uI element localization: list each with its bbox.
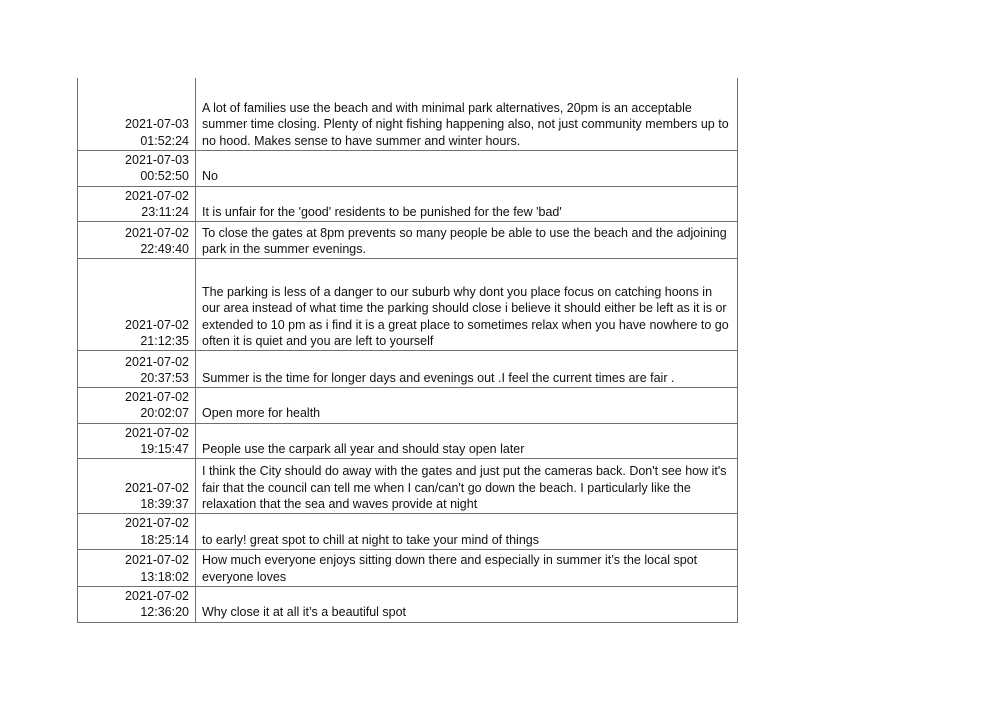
response-date: 2021-07-02	[125, 390, 189, 405]
response-time: 13:18:02	[140, 569, 189, 584]
comment-cell: The parking is less of a danger to our suburb why dont you place focus on catching hoons in our area instead of what time the parking should close i believe it should either be left as it is or extended to 10 pm as i find it is a great place to sometimes relax when you have nowhere to go often it is quiet and you are left to yourself	[196, 259, 738, 351]
response-date: 2021-07-02	[125, 425, 189, 440]
table-row	[78, 549, 738, 586]
table-row	[78, 259, 738, 351]
responses-table	[77, 78, 738, 623]
comment-cell: Open more for health	[196, 388, 738, 424]
comment-cell: It is unfair for the 'good' residents to be punished for the few 'bad'	[196, 186, 738, 222]
timestamp-cell	[78, 351, 196, 388]
table-row	[78, 586, 738, 622]
response-date: 2021-07-02	[125, 188, 189, 203]
response-time: 00:52:50	[140, 169, 189, 184]
response-time: 20:37:53	[140, 370, 189, 385]
timestamp-cell	[78, 586, 196, 622]
timestamp-cell	[78, 186, 196, 222]
response-time: 21:12:35	[140, 333, 189, 348]
timestamp-cell	[78, 78, 196, 151]
response-time: 18:39:37	[140, 497, 189, 512]
response-date: 2021-07-02	[125, 480, 189, 495]
comment-cell: to early! great spot to chill at night to take your mind of things	[196, 514, 738, 550]
timestamp-cell	[78, 549, 196, 586]
comment-cell: Summer is the time for longer days and evenings out .I feel the current times are fair .	[196, 351, 738, 388]
response-date: 2021-07-02	[125, 354, 189, 369]
response-date: 2021-07-02	[125, 317, 189, 332]
response-time: 22:49:40	[140, 241, 189, 256]
table-row	[78, 423, 738, 459]
timestamp-cell	[78, 151, 196, 187]
table-row	[78, 459, 738, 514]
table-row	[78, 151, 738, 187]
response-date: 2021-07-03	[125, 117, 189, 132]
comment-cell: How much everyone enjoys sitting down there and especially in summer it’s the local spot everyone loves	[196, 549, 738, 586]
table-row	[78, 78, 738, 151]
response-date: 2021-07-03	[125, 153, 189, 167]
table-row	[78, 222, 738, 259]
response-time: 19:15:47	[140, 442, 189, 457]
comment-cell: I think the City should do away with the gates and just put the cameras back. Don't see how it's fair that the council can tell me when I can/can't go down the beach. I particularly like the relaxation that the sea and waves provide at night	[196, 459, 738, 514]
table-row	[78, 186, 738, 222]
timestamp-cell	[78, 388, 196, 424]
comment-cell: People use the carpark all year and should stay open later	[196, 423, 738, 459]
timestamp-cell	[78, 222, 196, 259]
response-time: 23:11:24	[141, 204, 189, 219]
response-time: 01:52:24	[140, 133, 189, 148]
timestamp-cell	[78, 259, 196, 351]
table-row	[78, 351, 738, 388]
response-date: 2021-07-02	[125, 588, 189, 603]
comment-cell: No	[196, 151, 738, 187]
response-date: 2021-07-02	[125, 516, 189, 531]
comment-cell: A lot of families use the beach and with minimal park alternatives, 20pm is an acceptable summer time closing. Plenty of night fishing happening also, not just community members up to no hood. Makes sense to have summer and winter hours.	[196, 78, 738, 151]
comment-cell: To close the gates at 8pm prevents so many people be able to use the beach and the adjoining park in the summer evenings.	[196, 222, 738, 259]
table-row	[78, 388, 738, 424]
timestamp-cell	[78, 423, 196, 459]
timestamp-cell	[78, 459, 196, 514]
timestamp-cell	[78, 514, 196, 550]
comment-cell: Why close it at all it’s a beautiful spot	[196, 586, 738, 622]
response-date: 2021-07-02	[125, 225, 189, 240]
response-time: 20:02:07	[140, 406, 189, 421]
response-date: 2021-07-02	[125, 553, 189, 568]
table-row	[78, 514, 738, 550]
response-time: 12:36:20	[140, 605, 189, 620]
response-time: 18:25:14	[140, 532, 189, 547]
